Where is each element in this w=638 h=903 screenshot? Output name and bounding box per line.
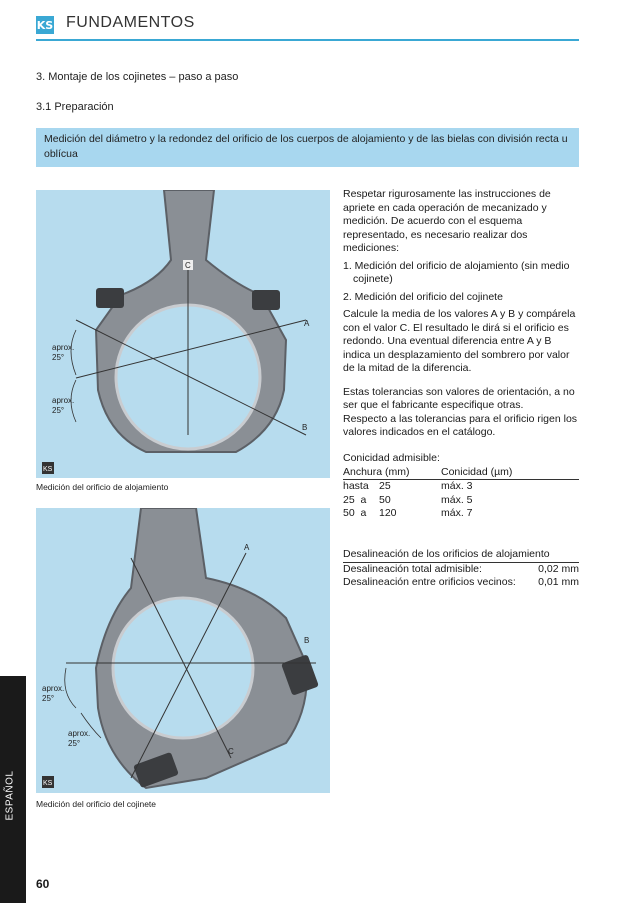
angle-label-2-line2: 25°	[52, 406, 65, 415]
misalignment-row-total	[343, 563, 579, 577]
conicity-table	[343, 452, 579, 521]
row-label: Desalineación entre orificios vecinos:	[343, 576, 516, 588]
cell-max: máx. 7	[441, 507, 473, 519]
list-item-1: 1. Medición del orificio de alojamiento (sin medio cojinete)	[343, 259, 570, 285]
connecting-rod-illustration-2	[36, 508, 330, 793]
conicity-header-row	[343, 466, 579, 481]
fig2-logo: KS	[43, 780, 53, 787]
language-label: ESPAÑOL	[4, 770, 16, 821]
row-value: 0,01 mm	[538, 576, 579, 588]
angle-label-2-1-line1: aprox.	[42, 684, 65, 693]
cell-to: 120	[379, 507, 397, 519]
angle-label-2-2-line1: aprox.	[68, 729, 91, 738]
cell-to: 25	[379, 480, 391, 492]
bearing-bore-circle	[113, 598, 253, 738]
bolt-head-left	[96, 288, 124, 308]
tolerance-paragraph: Estas tolerancias son valores de orientación, a no ser que el fabricante especifique otras.	[343, 385, 575, 411]
connecting-rod-illustration-1	[36, 190, 330, 478]
angle-label-1-line2: 25°	[52, 353, 65, 362]
label-c: C	[185, 261, 191, 270]
section-subheading: 3.1 Preparación	[36, 101, 114, 113]
figure-bearing-bore	[36, 508, 330, 793]
list-item-2: 2. Medición del orificio del cojinete	[343, 290, 503, 303]
cell-from: hasta	[343, 480, 369, 492]
misalignment-block	[343, 548, 579, 590]
figure2-caption: Medición del orificio del cojinete	[36, 799, 157, 809]
label-a-2: A	[244, 543, 250, 552]
col-width-header: Anchura (mm)	[343, 465, 410, 478]
bolt-head-right	[252, 290, 280, 310]
angle-label-2-2-line2: 25°	[68, 739, 81, 748]
angle-label-2-line1: aprox.	[52, 396, 75, 405]
conicity-title: Conicidad admisible:	[343, 452, 440, 464]
row-value: 0,02 mm	[538, 562, 579, 575]
header-rule	[36, 39, 579, 41]
cell-max: máx. 5	[441, 493, 473, 506]
fig-logo: KS	[43, 466, 53, 473]
catalog-paragraph: Respecto a las tolerancias para el orificio rigen los valores indicados en el catálogo.	[343, 412, 578, 438]
angle-label-2-1-line2: 25°	[42, 694, 55, 703]
table-row	[343, 480, 579, 494]
topic-banner: Medición del diámetro y la redondez del orificio de los cuerpos de alojamiento y de las bielas con división recta u oblícua	[36, 128, 579, 167]
cell-to: 50	[379, 493, 391, 506]
cell-from: 25 a	[343, 493, 367, 506]
label-b: B	[302, 423, 308, 432]
table-row	[343, 507, 579, 521]
angle-label-1-line1: aprox.	[52, 343, 75, 352]
label-b-2: B	[304, 636, 310, 645]
page-number: 60	[36, 877, 50, 891]
cell-from: 50 a	[343, 507, 367, 519]
row-label: Desalineación total admisible:	[343, 562, 482, 575]
label-a: A	[304, 319, 310, 328]
figure-housing-bore	[36, 190, 330, 478]
cell-max: máx. 3	[441, 480, 473, 492]
misalignment-title: Desalineación de los orificios de alojamiento	[343, 548, 579, 563]
table-row	[343, 494, 579, 508]
intro-paragraph: Respetar rigurosamente las instrucciones de apriete en cada operación de mecanizado y medición. De acuerdo con el esquema representado, es necesario realizar dos mediciones:	[343, 188, 551, 254]
header-title: FUNDAMENTOS	[66, 14, 195, 31]
col-conicity-header: Conicidad (µm)	[441, 465, 513, 478]
section-heading: 3. Montaje de los cojinetes – paso a paso	[36, 71, 239, 83]
instructions-text	[343, 188, 579, 440]
calc-paragraph: Calcule la media de los valores A y B y compárela con el valor C. El resultado le dirá si el orificio es redondo. Una eventual diferencia entre A y B indica un desplazamiento del sombrero por valor de la mitad de la diferencia.	[343, 308, 576, 374]
label-c-2: C	[228, 747, 234, 756]
figure1-caption: Medición del orificio de alojamiento	[36, 482, 169, 492]
ks-logo: KS	[36, 16, 54, 34]
misalignment-row-neighbor	[343, 576, 579, 590]
